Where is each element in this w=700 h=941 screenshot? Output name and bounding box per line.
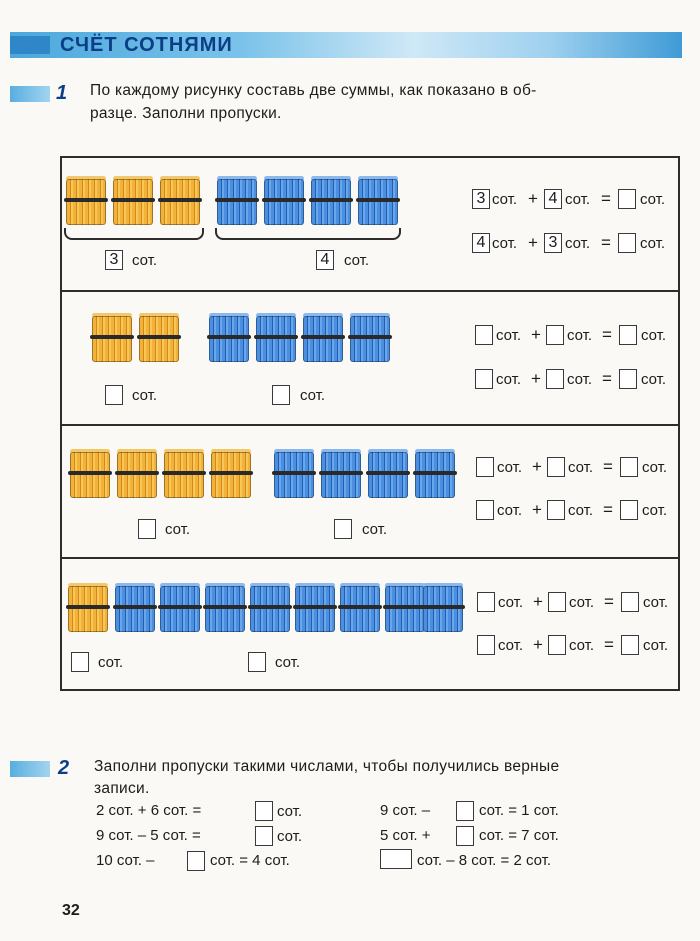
number: 5 (150, 827, 159, 844)
answer-box: 3 (544, 233, 562, 253)
unit-label: сот. (98, 654, 124, 671)
equals-sign: = (508, 802, 517, 819)
answer-box[interactable] (187, 851, 205, 871)
yellow-bundle (66, 176, 106, 225)
unit-label: сот. (163, 802, 189, 819)
unit-label: сот. (569, 637, 595, 654)
number: 8 (458, 852, 468, 869)
answer-box[interactable] (620, 500, 638, 520)
answer-box[interactable] (255, 826, 273, 846)
unit-label: сот. (344, 252, 370, 269)
unit-label: сот. (479, 802, 505, 819)
row-separator (60, 557, 680, 559)
number: 6 (150, 802, 160, 819)
answer-box[interactable] (618, 189, 636, 209)
task1-text-line1: По каждому рисунку составь две суммы, как показано в об- (90, 82, 537, 99)
equals-sign: = (239, 852, 248, 869)
yellow-bundle (164, 449, 204, 498)
number: 4 (252, 852, 261, 869)
equals-sign: = (192, 802, 202, 819)
unit-label: сот. (417, 852, 443, 869)
unit-label: сот. (162, 827, 188, 844)
blue-bundle (423, 583, 463, 632)
number: 1 (521, 802, 530, 819)
blue-bundle (340, 583, 380, 632)
count-box[interactable] (334, 519, 352, 539)
unit-label: сот. (498, 594, 524, 611)
equals-sign: = (508, 827, 517, 844)
count-box: 4 (316, 250, 334, 270)
unit-label: сот. (116, 852, 142, 869)
number: 9 (380, 802, 389, 819)
yellow-bundle (92, 313, 132, 362)
answer-box[interactable] (456, 826, 474, 846)
number: 10 (96, 852, 113, 869)
yellow-bundle (211, 449, 251, 498)
blue-bundle (350, 313, 390, 362)
task1-marker (10, 86, 50, 102)
answer-box[interactable] (255, 801, 273, 821)
blue-bundle (205, 583, 245, 632)
unit-label: сот. (132, 252, 158, 269)
answer-box[interactable] (547, 500, 565, 520)
answer-box[interactable] (619, 369, 637, 389)
plus-sign: + (532, 500, 542, 519)
blue-bundle (321, 449, 361, 498)
unit-label: сот. (641, 327, 667, 344)
unit-label: сот. (471, 852, 497, 869)
unit-label: сот. (496, 327, 522, 344)
unit-label: сот. (533, 802, 559, 819)
unit-label: сот. (132, 387, 158, 404)
blue-bundle (217, 176, 257, 225)
answer-box[interactable] (476, 457, 494, 477)
operator: – (421, 802, 431, 819)
unit-label: сот. (643, 594, 669, 611)
unit-label: сот. (565, 191, 591, 208)
operator: + (421, 827, 431, 844)
operator: + (137, 802, 147, 819)
equals-sign: = (500, 852, 510, 869)
row-separator (60, 424, 680, 426)
yellow-bundle (70, 449, 110, 498)
count-box[interactable] (71, 652, 89, 672)
yellow-bundle (113, 176, 153, 225)
answer-box[interactable] (548, 592, 566, 612)
number: 9 (96, 827, 105, 844)
answer-box[interactable] (476, 500, 494, 520)
expression-9minus (380, 801, 430, 821)
plus-sign: + (528, 233, 538, 252)
page-number: 32 (62, 902, 80, 919)
header-marker (10, 36, 50, 54)
expression-minus8 (417, 851, 551, 871)
row-separator (60, 290, 680, 292)
answer-box[interactable] (456, 801, 474, 821)
unit-label: сот. (525, 852, 552, 869)
blue-bundle (264, 176, 304, 225)
operator: – (146, 852, 155, 869)
plus-sign: + (533, 592, 543, 611)
count-box[interactable] (105, 385, 123, 405)
blue-bundle (385, 583, 425, 632)
blue-bundle (303, 313, 343, 362)
expression-tail (479, 801, 559, 821)
answer-box[interactable] (547, 457, 565, 477)
task2-marker (10, 761, 50, 777)
unit-label: сот. (492, 235, 518, 252)
task2-text-line2: записи. (94, 780, 150, 797)
count-box[interactable] (248, 652, 266, 672)
number: 2 (96, 802, 105, 819)
blue-bundle (358, 176, 398, 225)
expression-2plus6 (96, 801, 201, 821)
equals-sign: = (603, 457, 613, 476)
expression-5plus (380, 826, 431, 846)
page-title: СЧЁТ СОТНЯМИ (60, 34, 233, 56)
unit-label: сот. (479, 827, 505, 844)
answer-box[interactable] (546, 325, 564, 345)
unit-label: сот. (567, 371, 593, 388)
operator: – (137, 827, 147, 844)
answer-box[interactable] (477, 592, 495, 612)
unit-label: сот. (108, 802, 134, 819)
group-brace (215, 228, 401, 240)
operator: – (446, 852, 455, 869)
expression-10minus (96, 851, 154, 871)
yellow-bundle (117, 449, 157, 498)
blue-bundle (295, 583, 335, 632)
blue-bundle (250, 583, 290, 632)
equals-sign: = (604, 592, 614, 611)
blue-bundle (209, 313, 249, 362)
unit-label: сот. (641, 371, 667, 388)
equals-sign: = (601, 233, 611, 252)
unit-label: сот. (165, 521, 191, 538)
answer-box[interactable] (380, 849, 412, 869)
answer-box[interactable] (618, 233, 636, 253)
plus-sign: + (531, 369, 541, 388)
yellow-bundle (68, 583, 108, 632)
blue-bundle (368, 449, 408, 498)
unit-label: сот. (264, 852, 290, 869)
unit-label: сот. (277, 828, 303, 845)
expression-9minus5 (96, 826, 201, 846)
answer-box[interactable] (621, 635, 639, 655)
answer-box: 3 (472, 189, 490, 209)
unit-label: сот. (567, 327, 593, 344)
blue-bundle (311, 176, 351, 225)
yellow-bundle (160, 176, 200, 225)
task1-text-line2: разце. Заполни пропуски. (90, 105, 282, 122)
equals-sign: = (601, 189, 611, 208)
number: 7 (521, 827, 530, 844)
unit-label: сот. (362, 521, 388, 538)
answer-box[interactable] (475, 369, 493, 389)
answer-box[interactable] (619, 325, 637, 345)
unit-label: сот. (642, 502, 668, 519)
plus-sign: + (532, 457, 542, 476)
answer-box[interactable] (548, 635, 566, 655)
answer-box[interactable] (621, 592, 639, 612)
answer-box[interactable] (620, 457, 638, 477)
unit-label: сот. (210, 852, 236, 869)
blue-bundle (160, 583, 200, 632)
plus-sign: + (528, 189, 538, 208)
group-brace (64, 228, 204, 240)
unit-label: сот. (643, 637, 669, 654)
blue-bundle (415, 449, 455, 498)
answer-box: 4 (544, 189, 562, 209)
unit-label: сот. (108, 827, 134, 844)
unit-label: сот. (640, 235, 666, 252)
plus-sign: + (531, 325, 541, 344)
unit-label: сот. (565, 235, 591, 252)
expression-tail (479, 826, 559, 846)
unit-label: сот. (497, 502, 523, 519)
equals-sign: = (602, 369, 612, 388)
equals-sign: = (603, 500, 613, 519)
unit-label: сот. (497, 459, 523, 476)
unit-label: сот. (642, 459, 668, 476)
unit-label: сот. (568, 502, 594, 519)
equals-sign: = (604, 635, 614, 654)
unit-label: сот. (392, 827, 418, 844)
unit-label: сот. (496, 371, 522, 388)
yellow-bundle (139, 313, 179, 362)
unit-label: сот. (568, 459, 594, 476)
unit-label: сот. (492, 191, 518, 208)
unit-label: сот. (569, 594, 595, 611)
unit-label: сот. (277, 803, 303, 820)
task2-number: 2 (58, 757, 70, 779)
unit-label: сот. (498, 637, 524, 654)
equals-sign: = (602, 325, 612, 344)
count-box[interactable] (138, 519, 156, 539)
unit-label: сот. (533, 827, 559, 844)
unit-label: сот. (275, 654, 301, 671)
task1-number: 1 (56, 82, 68, 104)
unit-label: сот. (392, 802, 418, 819)
answer-box: 4 (472, 233, 490, 253)
unit-label: сот. (300, 387, 326, 404)
answer-box[interactable] (477, 635, 495, 655)
count-box[interactable] (272, 385, 290, 405)
equals-sign: = (192, 827, 201, 844)
blue-bundle (274, 449, 314, 498)
expression-tail (210, 851, 290, 871)
blue-bundle (115, 583, 155, 632)
answer-box[interactable] (475, 325, 493, 345)
unit-label: сот. (640, 191, 666, 208)
plus-sign: + (533, 635, 543, 654)
blue-bundle (256, 313, 296, 362)
number: 5 (380, 827, 389, 844)
answer-box[interactable] (546, 369, 564, 389)
number: 2 (513, 852, 522, 869)
count-box: 3 (105, 250, 123, 270)
task2-text-line1: Заполни пропуски такими числами, чтобы получились верные (94, 758, 560, 775)
